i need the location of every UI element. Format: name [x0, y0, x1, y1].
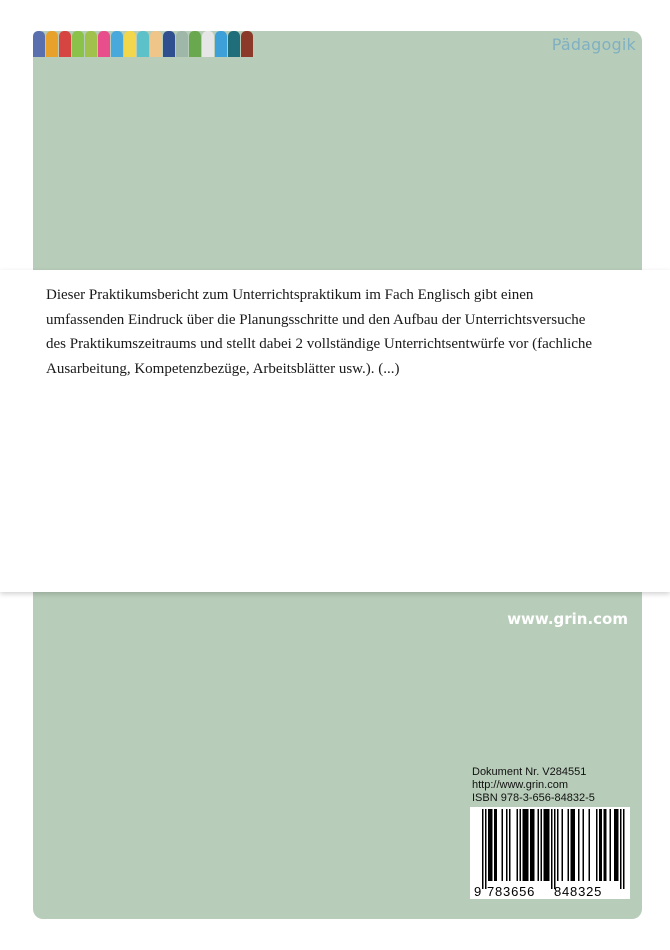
color-stripes [33, 31, 254, 57]
barcode-digits-group1: 783656 [487, 884, 536, 899]
barcode-bar [596, 809, 598, 881]
barcode-bar [494, 809, 496, 881]
barcode-digit-first: 9 [474, 884, 482, 899]
barcode-bar [610, 809, 612, 881]
category-label: Pädagogik [551, 35, 636, 54]
barcode-digits-group2: 848325 [554, 884, 603, 899]
barcode-bar [533, 809, 535, 881]
color-stripe [215, 31, 227, 57]
barcode-bar [623, 809, 625, 889]
barcode-bar [485, 809, 487, 889]
barcode-bar [616, 809, 618, 881]
barcode-bar [562, 809, 564, 881]
color-stripe [59, 31, 71, 57]
document-number: Dokument Nr. V284551 [472, 766, 587, 778]
barcode-bar [589, 809, 591, 881]
barcode-bar [578, 809, 580, 881]
barcode-bar [554, 809, 556, 889]
barcode-bar [571, 809, 573, 881]
barcode-bar [530, 809, 532, 881]
color-stripe [98, 31, 110, 57]
color-stripe [176, 31, 188, 57]
barcode-bar [568, 809, 570, 881]
color-stripe [85, 31, 97, 57]
barcode-bar [488, 809, 490, 881]
barcode-bar [538, 809, 540, 881]
barcode-bar [532, 809, 534, 881]
barcode-bar [605, 809, 607, 881]
barcode-bar [491, 809, 493, 881]
barcode-bar [523, 809, 525, 881]
color-stripe [228, 31, 240, 57]
barcode-bar [541, 809, 543, 881]
color-stripe [150, 31, 162, 57]
color-stripe [111, 31, 123, 57]
color-stripe [46, 31, 58, 57]
barcode-bar [509, 809, 511, 881]
cover-bottom [33, 592, 642, 919]
publisher-website: http://www.grin.com [472, 779, 568, 791]
barcode-bar [545, 809, 547, 881]
color-stripe [33, 31, 45, 57]
color-stripe [72, 31, 84, 57]
color-stripe [202, 31, 214, 57]
barcode-bar [614, 809, 616, 881]
barcode-bar [604, 809, 606, 881]
description-band [0, 270, 670, 592]
barcode-bar [482, 809, 484, 889]
barcode-bar [547, 809, 549, 881]
barcode-bar [548, 809, 550, 881]
color-stripe [124, 31, 136, 57]
publisher-url: www.grin.com [507, 610, 628, 628]
document-info [472, 766, 595, 805]
barcode-bar [526, 809, 528, 881]
book-description: Dieser Praktikumsbericht zum Unterrichtspraktikum im Fach Englisch gibt einen umfassenden Eindruck über die Planungsschritte und den Aufbau der Unterrichtsversuche des Praktikumszeitraums und stellt dabei 2 vollständige Unterrichtsentwürfe vor (fachliche Ausarbeitung, Kompetenzbezüge, Arbeitsblätter usw.). (...) [46, 287, 593, 377]
barcode-bar [557, 809, 559, 881]
barcode-bar [517, 809, 519, 881]
barcode-bar [527, 809, 529, 881]
barcode-bar [620, 809, 622, 889]
isbn-barcode [470, 807, 630, 899]
barcode-bar [502, 809, 504, 881]
barcode-bar [572, 809, 574, 881]
barcode-bar [520, 809, 522, 881]
cover-top [33, 31, 642, 270]
barcode-bar [506, 809, 508, 881]
color-stripe [137, 31, 149, 57]
barcode-bar [551, 809, 553, 889]
barcode-bar [601, 809, 603, 881]
color-stripe [189, 31, 201, 57]
barcode-bar [617, 809, 619, 881]
isbn-number: ISBN 978-3-656-84832-5 [472, 792, 595, 804]
barcode-bar [490, 809, 492, 881]
barcode-graphic [470, 807, 630, 899]
barcode-bar [583, 809, 585, 881]
barcode-bar [496, 809, 498, 881]
color-stripe [241, 31, 253, 57]
barcode-bar [599, 809, 601, 881]
barcode-bar [574, 809, 576, 881]
color-stripe [163, 31, 175, 57]
barcode-bar [544, 809, 546, 881]
barcode-bar [524, 809, 526, 881]
